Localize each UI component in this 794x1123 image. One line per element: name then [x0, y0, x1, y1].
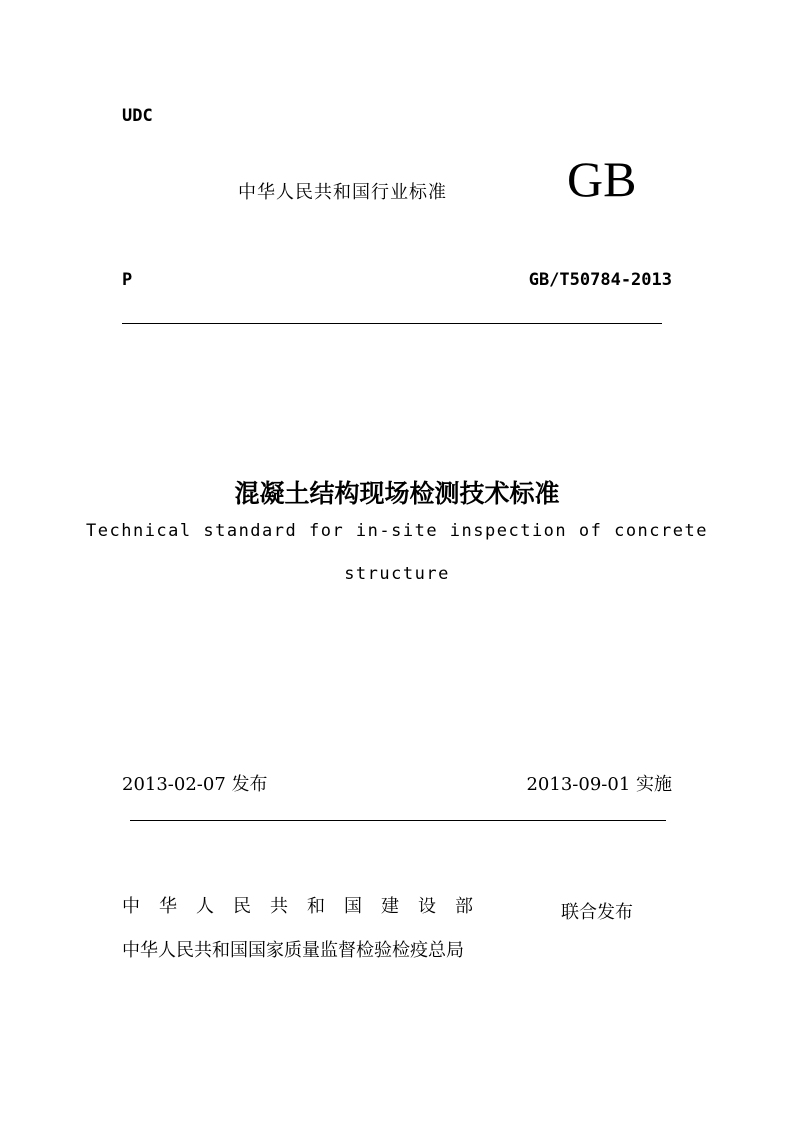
- classification-code: P: [122, 270, 133, 290]
- release-date: 2013-02-07 发布: [122, 774, 268, 795]
- title-chinese: 混凝土结构现场检测技术标准: [234, 479, 560, 508]
- gb-mark: GB: [567, 151, 637, 207]
- issuer-administration: 中华人民共和国国家质量监督检验检疫总局: [122, 940, 464, 961]
- header-divider: [122, 323, 662, 324]
- joint-release-label: 联合发布: [561, 902, 633, 923]
- standard-number: GB/T50784-2013: [528, 270, 672, 290]
- industry-standard-label: 中华人民共和国行业标准: [238, 182, 447, 203]
- udc-label: UDC: [122, 106, 153, 126]
- issuer-ministry: 中华人民共和国建设部: [122, 896, 492, 917]
- title-english-line2: structure: [344, 564, 450, 584]
- dates-divider: [130, 820, 666, 821]
- implementation-date: 2013-09-01 实施: [526, 774, 672, 795]
- title-english-line1: Technical standard for in-site inspection of concrete: [86, 521, 708, 541]
